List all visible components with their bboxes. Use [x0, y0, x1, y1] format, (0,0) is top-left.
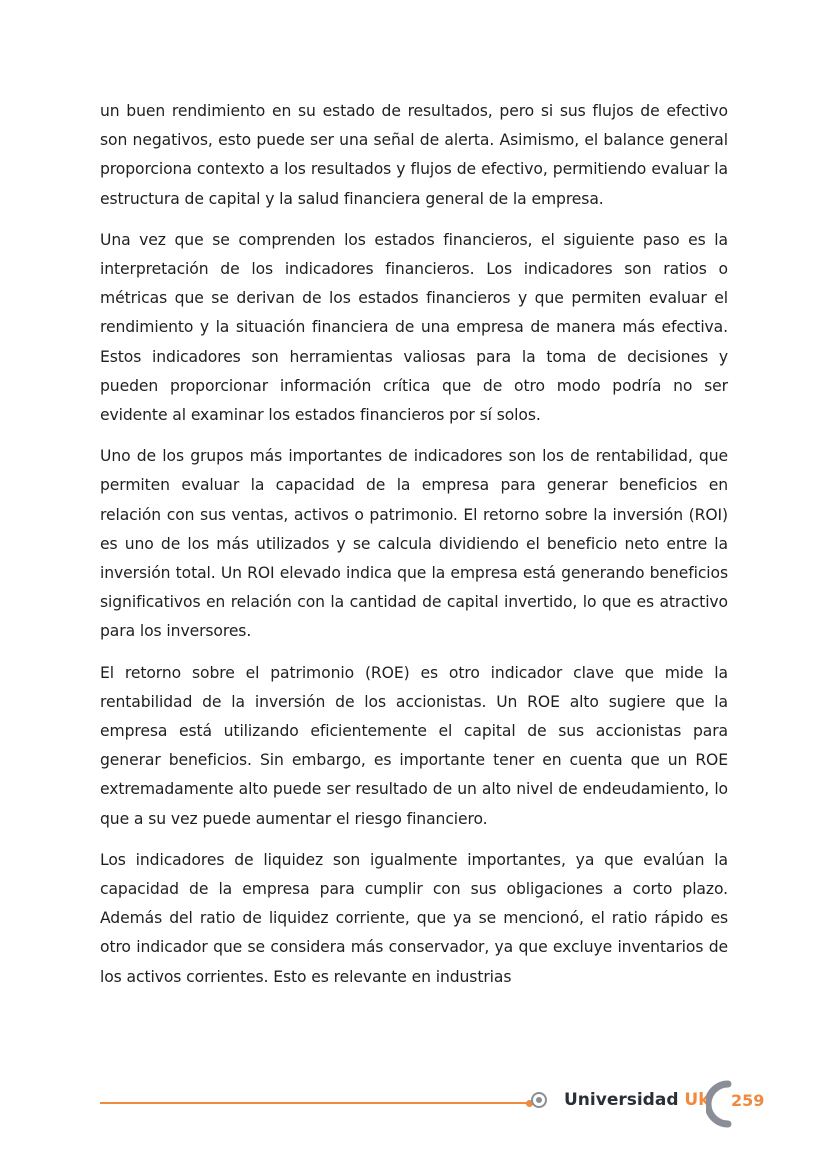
brand-name: Universidad — [564, 1090, 679, 1110]
paragraph-1: un buen rendimiento en su estado de resultados, pero si sus flujos de efectivo son negativos, esto puede ser una señal de alerta. Asimismo, el balance general proporciona contexto a los resultados y flujos de efectivo, permitiendo evaluar la estructura de capital y la salud financiera general de la empresa. — [100, 102, 728, 208]
brand-accent: Uk — [684, 1090, 710, 1110]
paragraph-3: Uno de los grupos más importantes de indicadores son los de rentabilidad, que permiten evaluar la capacidad de la empresa para generar beneficios en relación con sus ventas, activos o patrimonio. El retorno sobre la inversión (ROI) es uno de los más utilizados y se calcula dividiendo el beneficio neto entre la inversión total. Un ROI elevado indica que la empresa está generando beneficios significativos en relación con la cantidad de capital invertido, lo que es atractivo para los inversores. — [100, 447, 728, 641]
paragraph-5: Los indicadores de liquidez son igualmente importantes, ya que evalúan la capacidad de la empresa para cumplir con sus obligaciones a corto plazo. Además del ratio de liquidez corriente, que ya se mencionó, el ratio rápido es otro indicador que se considera más conservador, ya que excluye inventarios de los activos corrientes. Esto es relevante en industrias — [100, 850, 728, 986]
brand-logo — [564, 1090, 710, 1110]
paragraph-4: El retorno sobre el patrimonio (ROE) es otro indicador clave que mide la rentabilidad de la inversión de los accionistas. Un ROE alto sugiere que la empresa está utilizando eficientemente el capital de sus accionistas para generar beneficios. Sin embargo, es importante tener en cuenta que un ROE extremadamente alto puede ser resultado de un alto nivel de endeudamiento, lo que a su vez puede aumentar el riesgo financiero. — [100, 663, 728, 828]
page-number: 259 — [731, 1091, 765, 1110]
footer-divider-line — [100, 1102, 532, 1104]
page-footer — [100, 1080, 800, 1130]
page-body — [100, 97, 728, 1004]
target-icon — [531, 1092, 547, 1108]
paragraph-2: Una vez que se comprenden los estados financieros, el siguiente paso es la interpretación de los indicadores financieros. Los indicadores son ratios o métricas que se derivan de los estados financieros y que permiten evaluar el rendimiento y la situación financiera de una empresa de manera más efectiva. Estos indicadores son herramientas valiosas para la toma de decisiones y pueden proporcionar información crítica que de otro modo podría no ser evidente al examinar los estados financieros por sí solos. — [100, 230, 728, 425]
